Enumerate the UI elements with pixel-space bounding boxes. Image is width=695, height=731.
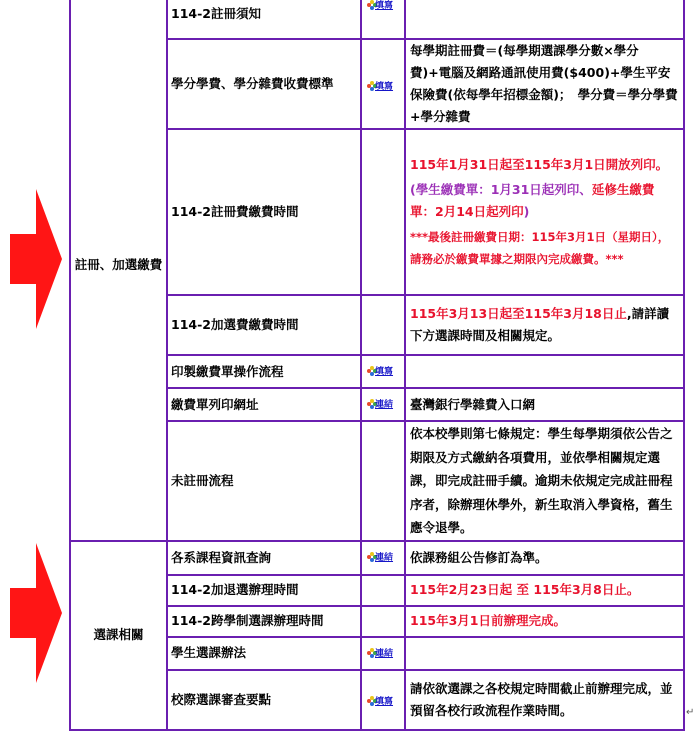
row-item-label: 114-2加退選辦理時間	[167, 575, 361, 606]
category-registration: 註冊、加選繳費	[70, 0, 167, 541]
link-cell[interactable]	[361, 0, 405, 39]
link-link[interactable]: 連結	[375, 648, 394, 659]
link-cell[interactable]	[361, 39, 405, 129]
row-note	[405, 129, 684, 295]
note-red: 115年1月31日起至115年3月1日開放列印。	[410, 157, 669, 172]
row-note	[405, 355, 684, 388]
row-item-label: 各系課程資訊查詢	[167, 541, 361, 575]
fill-link[interactable]: 填寫	[375, 81, 394, 92]
row-note: 依本校學則第七條規定：學生每學期須依公告之期限及方式繳納各項費用，並依學相關規定選課，即完成註冊手續。逾期未依規定完成註冊程序者，除辦理休學外，新生取消入學資格，舊生應令退學。	[405, 421, 684, 541]
category-course-selection: 選課相關	[70, 541, 167, 730]
paragraph-mark-icon: ↵	[686, 707, 695, 718]
link-cell	[361, 129, 405, 295]
row-item-label: 未註冊流程	[167, 421, 361, 541]
row-item-label: 114-2加選費繳費時間	[167, 295, 361, 355]
arrow-icon	[0, 189, 62, 329]
fill-link[interactable]: 填寫	[375, 1, 394, 11]
link-cell[interactable]	[361, 388, 405, 421]
row-item-label: 學生選課辦法	[167, 637, 361, 670]
row-note	[405, 637, 684, 670]
row-note	[405, 575, 684, 606]
row-note: 請依欲選課之各校規定時間截止前辦理完成，並預留各校行政流程作業時間。	[405, 670, 684, 730]
row-note	[405, 0, 684, 39]
fill-link[interactable]: 填寫	[375, 697, 394, 707]
arrow-icon	[0, 543, 62, 683]
row-item-label: 印製繳費單操作流程	[167, 355, 361, 388]
link-link[interactable]: 連結	[375, 552, 394, 563]
note-red: 115年2月23日起 至 115年3月8日止。	[410, 582, 640, 597]
row-item-label: 校際選課審查要點	[167, 670, 361, 730]
note-text: ,請詳讀下方選課時間及相關規定。	[410, 306, 670, 343]
note-purple: (學生繳費單：1月31日起列印、	[410, 182, 592, 197]
row-item-label: 114-2註冊須知	[167, 0, 361, 39]
link-cell[interactable]	[361, 541, 405, 575]
row-item-label: 114-2註冊費繳費時間	[167, 129, 361, 295]
link-cell	[361, 421, 405, 541]
link-cell	[361, 295, 405, 355]
row-item-label: 學分學費、學分雜費收費標準	[167, 39, 361, 129]
note-red: 延修生繳費單：2月14日起列印	[410, 182, 655, 219]
link-cell	[361, 575, 405, 606]
fill-link[interactable]: 填寫	[375, 367, 394, 377]
row-note: 每學期註冊費＝(每學期選課學分數×學分費)+電腦及網路通訊使用費($400)+學生平安保險費(依每學年招標金額)； 學分費＝學分學費+學分雜費	[405, 39, 684, 129]
link-cell[interactable]	[361, 637, 405, 670]
registration-table	[69, 0, 685, 731]
note-deadline: ***最後註冊繳費日期：115年3月1日（星期日），請務必於繳費單據之期限內完成繳費。***	[410, 230, 670, 266]
link-cell[interactable]	[361, 670, 405, 730]
row-note	[405, 606, 684, 637]
row-item-label: 114-2跨學制選課辦理時間	[167, 606, 361, 637]
row-note: 臺灣銀行學雜費入口網	[405, 388, 684, 421]
row-item-label: 繳費單列印網址	[167, 388, 361, 421]
link-cell[interactable]	[361, 355, 405, 388]
link-link[interactable]: 連結	[375, 400, 394, 410]
note-red: 115年3月1日前辦理完成。	[410, 613, 566, 628]
note-purple: )	[523, 204, 530, 219]
link-cell	[361, 606, 405, 637]
note-red: 115年3月13日起至115年3月18日止	[410, 306, 627, 321]
row-note: 依課務組公告修訂為準。	[405, 541, 684, 575]
row-note	[405, 295, 684, 355]
